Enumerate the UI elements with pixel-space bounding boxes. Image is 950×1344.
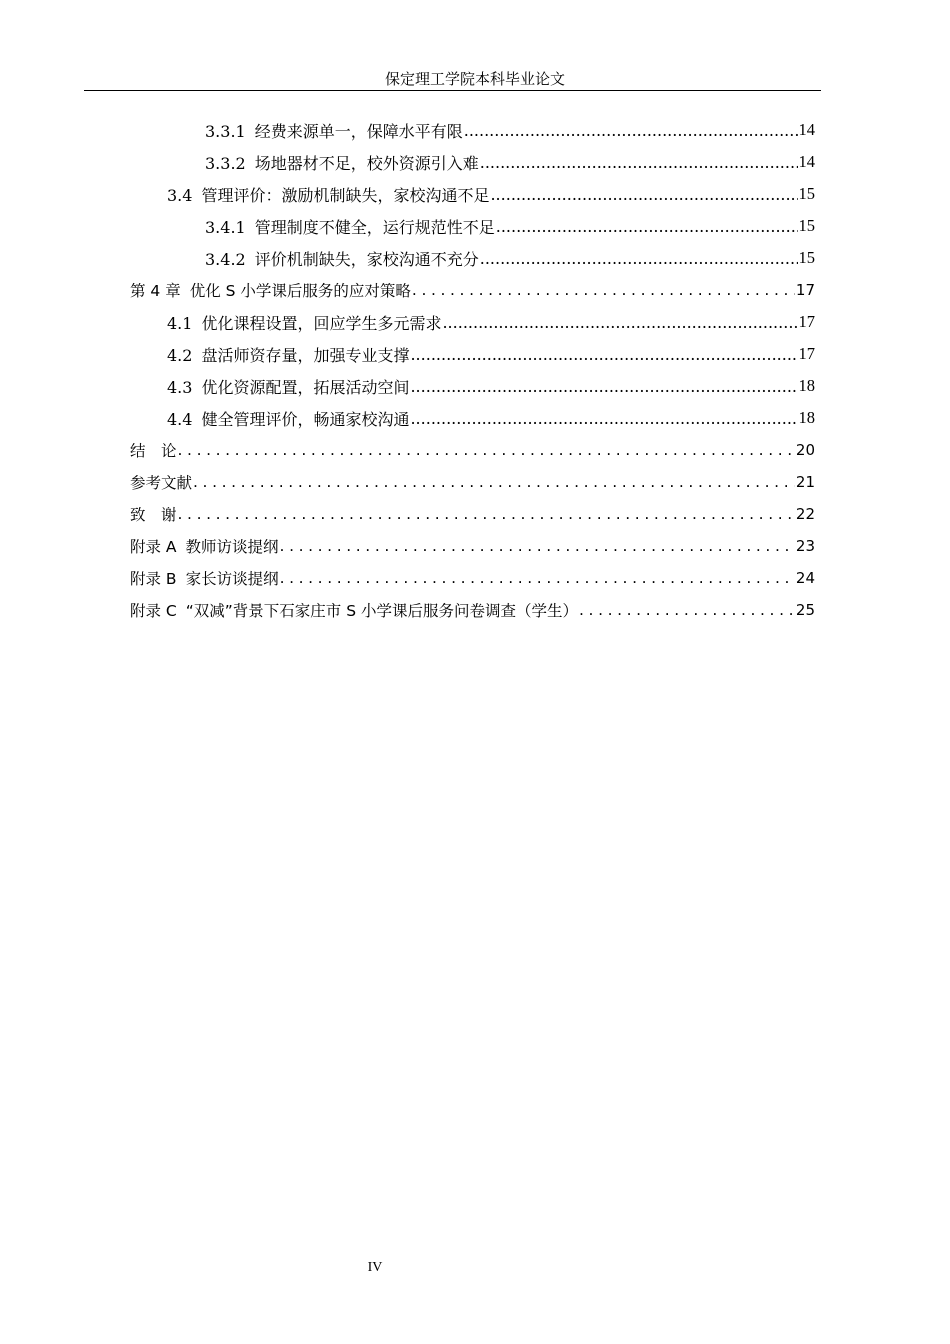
toc-entry[interactable]	[130, 498, 815, 530]
toc-entry-title: 盘活师资存量，加强专业支撑	[201, 345, 410, 365]
toc-entry[interactable]	[205, 114, 815, 146]
toc-entry[interactable]	[130, 562, 815, 594]
toc-entry-page: 14	[798, 152, 815, 171]
toc-entry-title: 致 谢	[130, 506, 177, 524]
toc-entry-number: 3.4	[167, 185, 193, 205]
header-rule	[84, 90, 821, 91]
toc-entry-title: 健全管理评价，畅通家校沟通	[201, 409, 410, 429]
toc-entry-page: 17	[798, 312, 815, 331]
toc-entry-page: 14	[798, 120, 815, 139]
toc-entry[interactable]	[205, 242, 815, 274]
toc-entry-page: 24	[795, 569, 815, 587]
toc-entry-number: 3.3.2	[205, 153, 246, 173]
toc-entry-number: 附录 C	[130, 602, 177, 620]
toc-entry-title: 教师访谈提纲	[185, 538, 279, 556]
toc-entry-label	[167, 407, 409, 430]
toc-entry-label	[130, 503, 177, 525]
toc-entry-label	[205, 119, 463, 142]
toc-dot-leader	[480, 153, 798, 172]
toc-entry[interactable]	[167, 402, 815, 434]
toc-entry-number: 附录 B	[130, 570, 177, 588]
toc-entry[interactable]	[130, 530, 815, 562]
toc-entry-label	[205, 215, 495, 238]
toc-dot-leader	[410, 345, 797, 364]
toc-entry[interactable]	[167, 370, 815, 402]
toc-dot-leader	[442, 313, 797, 332]
toc-entry-number: 4.4	[167, 409, 193, 429]
toc-dot-leader	[178, 505, 795, 523]
toc-entry-title: “双减”背景下石家庄市 S 小学课后服务问卷调查（学生）	[185, 602, 579, 620]
toc-entry-label	[130, 279, 411, 301]
toc-entry[interactable]	[167, 178, 815, 210]
toc-entry-page: 18	[798, 376, 815, 395]
toc-entry-page: 17	[798, 344, 815, 363]
toc-entry-label	[130, 471, 192, 493]
toc-dot-leader	[280, 569, 795, 587]
toc-entry-label	[130, 535, 279, 557]
toc-entry[interactable]	[130, 434, 815, 466]
toc-dot-leader	[410, 377, 797, 396]
toc-entry[interactable]	[205, 210, 815, 242]
toc-entry-page: 21	[795, 473, 815, 491]
toc-entry-number: 4.3	[167, 377, 193, 397]
toc-dot-leader	[280, 537, 795, 555]
toc-entry-label	[205, 247, 479, 270]
toc-entry-label	[167, 183, 489, 206]
toc-entry[interactable]	[130, 274, 815, 306]
toc-entry-label	[130, 599, 578, 621]
toc-entry-page: 15	[798, 248, 815, 267]
toc-entry-label	[205, 151, 479, 174]
toc-entry-page: 15	[798, 216, 815, 235]
toc-dot-leader	[193, 473, 795, 491]
toc-entry-number: 3.3.1	[205, 121, 246, 141]
toc-entry-title: 管理评价：激励机制缺失，家校沟通不足	[201, 185, 490, 205]
toc-entry-title: 场地器材不足，校外资源引入难	[254, 153, 479, 173]
toc-entry-title: 优化课程设置，回应学生多元需求	[201, 313, 442, 333]
toc-entry-title: 结 论	[130, 442, 177, 460]
toc-entry[interactable]	[130, 466, 815, 498]
footer-page-number: IV	[367, 1260, 383, 1275]
toc-entry-page: 17	[795, 281, 815, 299]
toc-entry-page: 18	[798, 408, 815, 427]
toc-entry-number: 3.4.2	[205, 249, 246, 269]
toc-dot-leader	[490, 185, 797, 204]
toc-entry-title: 家长访谈提纲	[185, 570, 279, 588]
toc-entry-number: 附录 A	[130, 538, 177, 556]
toc-entry-title: 经费来源单一，保障水平有限	[254, 121, 463, 141]
toc-entry-label	[130, 439, 177, 461]
toc-entry[interactable]	[167, 306, 815, 338]
toc-entry-number: 第 4 章	[130, 282, 181, 300]
toc-dot-leader	[464, 121, 798, 140]
toc-dot-leader	[410, 409, 797, 428]
toc-entry-title: 评价机制缺失，家校沟通不充分	[254, 249, 479, 269]
running-header-title: 保定理工学院本科毕业论文	[384, 70, 565, 88]
toc-entry[interactable]	[130, 594, 815, 626]
toc-entry-title: 管理制度不健全，运行规范性不足	[254, 217, 495, 237]
toc-entry-number: 4.2	[167, 345, 193, 365]
toc-dot-leader	[496, 217, 798, 236]
toc-entry[interactable]	[205, 146, 815, 178]
toc-entry-title: 优化 S 小学课后服务的应对策略	[189, 282, 411, 300]
toc-entry-page: 20	[795, 441, 815, 459]
toc-entry-label	[167, 343, 409, 366]
toc-entry-label	[167, 375, 409, 398]
toc-dot-leader	[480, 249, 798, 268]
toc-entry-label	[167, 311, 441, 334]
toc-entry[interactable]	[167, 338, 815, 370]
toc-entry-page: 25	[795, 601, 815, 619]
toc-entry-number: 3.4.1	[205, 217, 246, 237]
toc-entry-page: 22	[795, 505, 815, 523]
toc-entry-title: 参考文献	[130, 474, 193, 492]
toc-dot-leader	[178, 441, 795, 459]
toc-dot-leader	[412, 281, 795, 299]
toc-entry-page: 15	[798, 184, 815, 203]
toc-entry-title: 优化资源配置，拓展活动空间	[201, 377, 410, 397]
toc-entry-page: 23	[795, 537, 815, 555]
toc-entry-number: 4.1	[167, 313, 193, 333]
toc-dot-leader	[579, 601, 795, 619]
toc-entry-label	[130, 567, 279, 589]
